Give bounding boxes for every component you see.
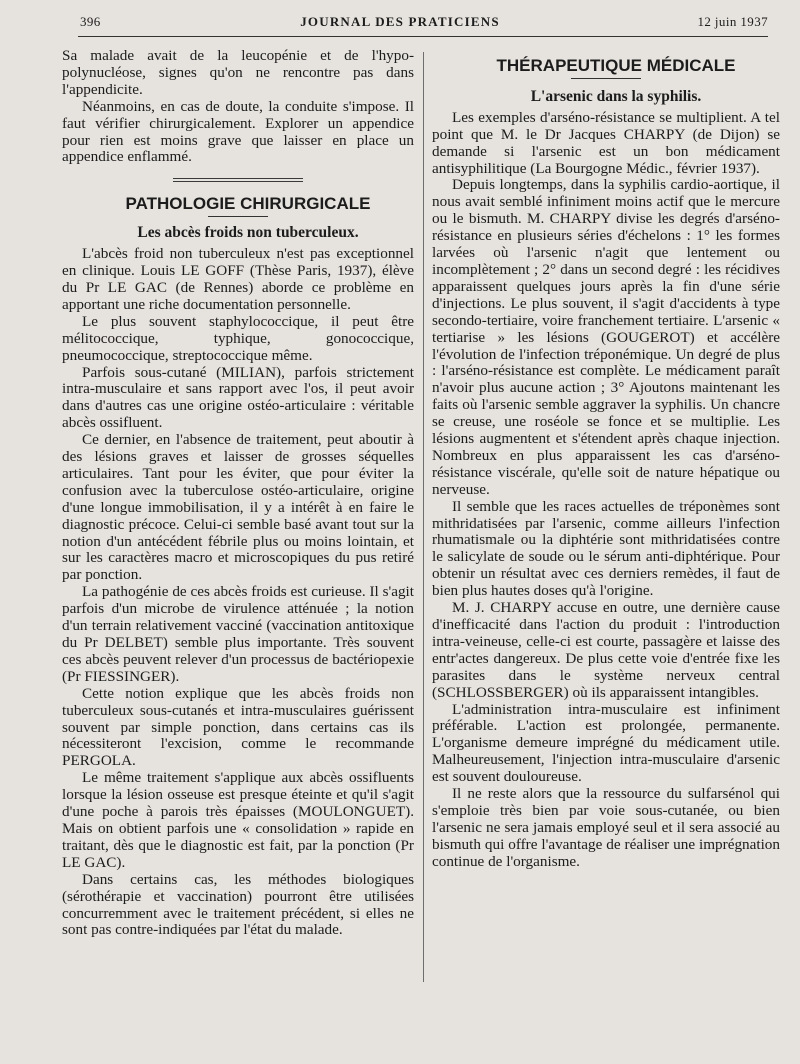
article-paragraph: Ce dernier, en l'absence de traitement, peut aboutir à des lésions graves et laisser de grosses séquelles articulaires. Tant pour les éviter, que pour éviter la confusion avec la tuberculose ostéo-articulaire, origine d'une longue immobilisation, il y a intérêt à en faire le diagnostic précoce. Celui-ci semble basé avant tout sur la notion d'un antécédent fébrile plus ou moins lointain, et sur les caractères macro et microscopiques du pus retiré par ponction.	[62, 431, 414, 584]
section-separator	[62, 178, 414, 182]
header-rule	[78, 36, 768, 37]
left-column	[62, 48, 414, 939]
article-paragraph: Le plus souvent staphylococcique, il peut être mélitococcique, typhique, gonococcique, pneumococcique, streptococcique même.	[62, 312, 414, 364]
right-column	[432, 48, 780, 871]
article-paragraph: Les exemples d'arséno-résistance se multiplient. A tel point que M. le Dr Jacques CHARPY (de Dijon) se demande si l'arsenic est un bon médicament antisyphilitique (La Bourgogne Médic., février 1937).	[432, 108, 780, 177]
article-paragraph: La pathogénie de ces abcès froids est curieuse. Il s'agit parfois d'un microbe de virulence atténuée ; la notion d'un terrain relativement vacciné (vaccination antitoxique du Pr DELBET) semble plus importante. Très souvent ces abcès peuvent relever d'un processus de bactériopexie (Pr FIESSINGER).	[62, 583, 414, 685]
section-title: THÉRAPEUTIQUE MÉDICALE	[496, 56, 736, 75]
article-paragraph: Le même traitement s'applique aux abcès ossifluents lorsque la lésion osseuse est presque éteinte et qu'il s'agit d'une poche à parois très épaisses (MOULONGUET). Mais on obtient parfois une « consolidation » rapide en traitant, dès que le diagnostic est fait, par la ponction (Pr LE GAC).	[62, 769, 414, 871]
article-paragraph: L'administration intra-musculaire est infiniment préférable. L'action est prolongée, permanente. L'organisme demeure imprégné du médicament utile. Malheureusement, l'injection intra-musculaire d'arsenic est souvent douloureuse.	[432, 700, 780, 786]
section-underline	[208, 216, 268, 217]
intro-paragraph: Néanmoins, en cas de doute, la conduite s'impose. Il faut vérifier chirurgicalement. Explorer un appendice pour rien est moins grave que laisser en place un appendice enflammé.	[62, 97, 414, 166]
issue-date: 12 juin 1937	[697, 14, 768, 29]
article-paragraph: Cette notion explique que les abcès froids non tuberculeux sous-cutanés et intra-musculaires guérissent souvent par simple ponction, dans certains cas ils nécessiteront l'excision, comme le recommande PERGOLA.	[62, 684, 414, 770]
section-title: PATHOLOGIE CHIRURGICALE	[125, 194, 371, 214]
running-header	[0, 14, 800, 38]
article-paragraph: Il semble que les races actuelles de tréponèmes sont mithridatisées par l'arsenic, comme ailleurs l'infection rhumatismale ou la diphtérie sont mithridatisées contre le salicylate de soude ou le sérum anti-diphtérique. Pour obtenir un résultat avec ces derniers remèdes, il faut de bien plus hautes doses qu'à l'origine.	[432, 497, 780, 600]
journal-title: JOURNAL DES PRATICIENS	[300, 14, 500, 29]
article-paragraph: M. J. CHARPY accuse en outre, une dernière cause d'inefficacité dans l'action du produit : l'introduction intra-veineuse, celle-ci est courte, passagère et laisse des entr'actes dangereux. De plus cette voie d'entrée fixe les parasites dans le système nerveux central (SCHLOSSBERGER) où ils apparaissent intangibles.	[432, 599, 780, 701]
column-divider	[423, 52, 424, 982]
intro-paragraph: Sa malade avait de la leucopénie et de l'hypo-polynucléose, signes qu'on ne rencontre pas dans l'appendicite.	[62, 47, 414, 98]
article-title: Les abcès froids non tuberculeux.	[137, 224, 359, 242]
article-title: L'arsenic dans la syphilis.	[530, 87, 702, 105]
article-paragraph: Il ne reste alors que la ressource du sulfarsénol qui s'emploie très bien par voie sous-cutanée, ou bien l'arsenic ne sera jamais employé seul et il sera associé au bismuth qui offre l'avantage de réaliser une imprégnation continue de l'organisme.	[432, 785, 780, 870]
article-paragraph: Dans certains cas, les méthodes biologiques (sérothérapie et vaccination) pourront être utilisées concurremment avec le traitement précédent, si elles ne sont pas contre-indiquées par l'état du malade.	[62, 870, 414, 939]
section-underline	[571, 78, 641, 79]
page-number: 396	[80, 14, 101, 29]
article-paragraph: Depuis longtemps, dans la syphilis cardio-aortique, il nous avait semblé infiniment moins actif que le mercure ou le bismuth. M. CHARPY divise les degrés d'arséno-résistance en plusieurs séries d'échelons : 1° les formes larvées où l'arsenic n'agit que lentement ou incomplètement ; 2° dans un second degré : les récidives apparaissent quelques jours après la fin d'une série d'injections. Le plus souvent, il s'agit d'accidents à type secondo-tertiaire, voire franchement tertiaire. L'arsenic « tertiarise » les lésions (GOUGEROT) et accélère l'évolution de l'infection tréponémique. Un degré de plus : l'arséno-résistance est complète. Le médicament paraît n'avoir plus aucune action ; 3° Ajoutons maintenant les faits où l'arsenic semble aggraver la syphilis. Un chancre se creuse, une roséole se fonce et se multiplie. Les lésions augmentent et s'étendent après chaque injection. Nombreux en plus apparaissent les cas d'arséno-résistance viscérale, qu'elle soit de nature hépatique ou nerveuse.	[432, 176, 780, 498]
article-paragraph: Parfois sous-cutané (MILIAN), parfois strictement intra-musculaire et sans rapport avec l'os, il peut avoir dans d'autres cas une origine ostéo-articulaire : véritable abcès ossifluent.	[62, 363, 414, 432]
article-paragraph: L'abcès froid non tuberculeux n'est pas exceptionnel en clinique. Louis LE GOFF (Thèse Paris, 1937), élève du Pr LE GAC (de Rennes) aborde ce problème en apportant une riche documentation personnelle.	[62, 245, 414, 313]
